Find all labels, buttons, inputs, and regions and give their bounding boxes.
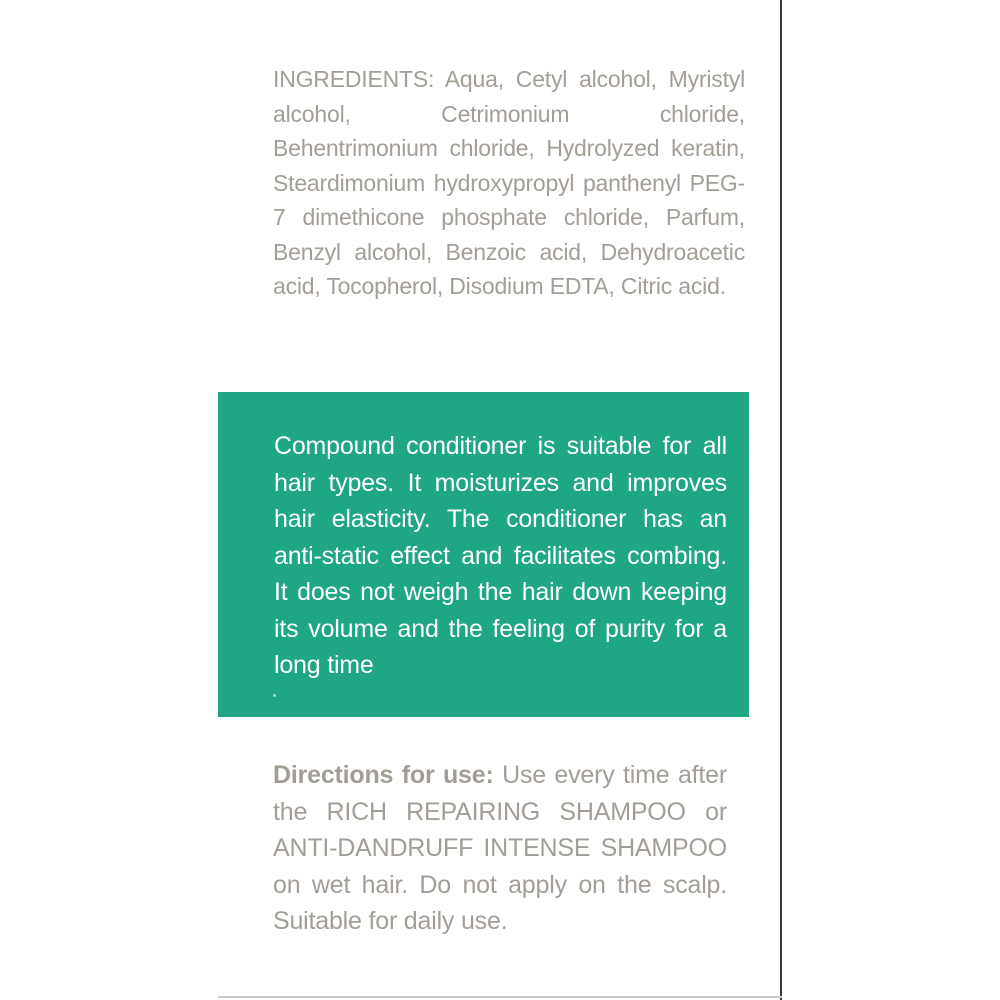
product-description-text: Compound conditioner is suitable for all hair types. It moisturizes and improves hair elasticity. The conditioner has an anti-static effect and facilitates combing. It does not weigh the hair down keeping its volume and the feeling of purity for a long time: [274, 432, 727, 679]
bottom-border-line: [218, 996, 782, 998]
ingredients-list: INGREDIENTS: Aqua, Cetyl alcohol, Myristyl alcohol, Cetrimonium chloride, Behentrimonium chloride, Hydrolyzed keratin, Steardimonium hydroxypropyl panthenyl PEG-7 dimethicone phosphate chloride, Parfum, Benzyl alcohol, Benzoic acid, Dehydroacetic acid, Tocopherol, Disodium EDTA, Citric acid.: [273, 66, 745, 299]
directions-label: Directions for use:: [273, 761, 494, 789]
directions-for-use: [273, 757, 727, 940]
panel-dot-mark: [273, 694, 276, 697]
right-border-line: [780, 0, 782, 1000]
product-description-panel: [218, 392, 749, 717]
directions-text: Use every time after the RICH REPAIRING SHAMPOO or ANTI-DANDRUFF INTENSE SHAMPOO on wet hair. Do not apply on the scalp. Suitable for daily use.: [273, 761, 727, 935]
